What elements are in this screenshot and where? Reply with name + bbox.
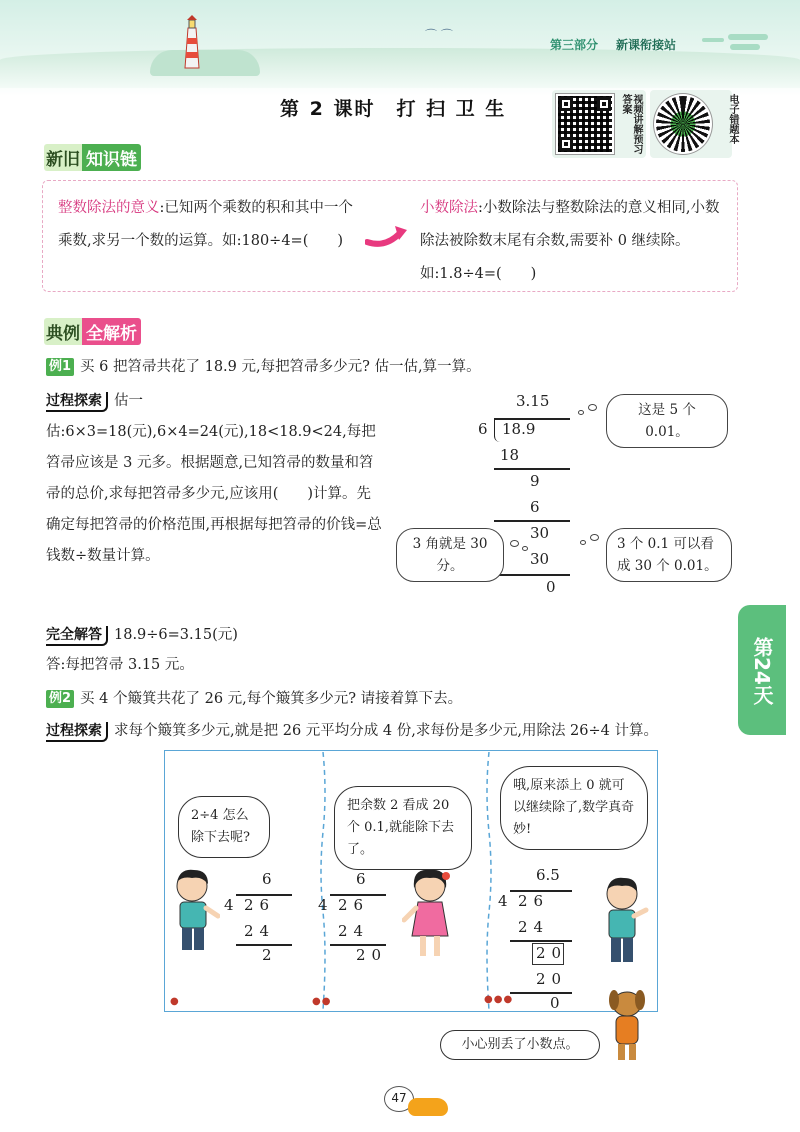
page-number: 47	[384, 1086, 414, 1112]
example1-tag: 例1	[46, 358, 74, 376]
division-row: 24	[244, 922, 276, 940]
example1-answer: 答:每把笤帚 3.15 元。	[46, 657, 194, 673]
division-row: 0	[546, 578, 556, 596]
example1-answer-calc: 18.9÷6=3.15(元)	[114, 627, 238, 643]
arrow-right-icon	[365, 222, 409, 250]
example2-process	[46, 716, 736, 747]
lesson-title: 第 2 课时 打 扫 卫 生	[280, 98, 507, 120]
submarine-icon	[408, 1098, 448, 1116]
panel1-dots: ●	[170, 996, 180, 1007]
boy-character-icon	[594, 874, 650, 970]
part-label: 第三部分	[550, 38, 599, 52]
example1-answer-calc-line	[46, 620, 746, 651]
division-row: 20	[536, 970, 568, 988]
division-line	[494, 520, 570, 522]
panel3-bubble: 哦,原来添上 0 就可以继续除了,数学真奇妙!	[500, 766, 648, 850]
division-row: 24	[338, 922, 370, 940]
knowledge-chain-badge	[44, 144, 141, 171]
division-row: 6	[530, 498, 540, 516]
header-hill	[0, 48, 800, 88]
divisor: 6	[478, 420, 488, 438]
division-bar	[236, 894, 292, 896]
division-line	[510, 992, 572, 994]
qr-code-icon[interactable]	[654, 94, 712, 154]
lighthouse-icon	[180, 14, 204, 70]
division-row: 20	[356, 946, 388, 964]
process-tag: 过程探索	[46, 392, 108, 412]
answer-tag: 完全解答	[46, 626, 108, 646]
dividend: 26	[518, 892, 550, 910]
example2-question-line	[46, 684, 736, 715]
quotient: 6	[356, 870, 366, 888]
division-row: 9	[530, 472, 540, 490]
quotient: 6.5	[536, 866, 560, 884]
knowledge-right	[420, 192, 730, 291]
day-label: 第24天	[750, 637, 774, 705]
bubble-five-hundredths: 这是 5 个 0.01。	[606, 394, 728, 448]
examples-badge	[44, 318, 141, 345]
panel2-bubble: 把余数 2 看成 20 个 0.1,就能除下去了。	[334, 786, 472, 870]
example1-question: 买 6 把笤帚共花了 18.9 元,每把笤帚多少元? 估一估,算一算。	[80, 359, 481, 375]
division-row: 24	[518, 918, 550, 936]
process-tag: 过程探索	[46, 722, 108, 742]
quotient: 6	[262, 870, 272, 888]
example2-tag: 例2	[46, 690, 74, 708]
bubble-tail	[510, 540, 519, 547]
division-bar	[330, 894, 386, 896]
division-bar	[510, 890, 572, 892]
qr-label-video: 视频讲解预习答案	[620, 94, 642, 154]
part-name: 新课衔接站	[616, 38, 677, 52]
decimal-division-text: :小数除法与整数除法的意义相同,小数除法被除数末尾有余数,需要补 0 继续除。如:1.8÷4=( )	[420, 200, 720, 282]
panel1-long-division	[222, 870, 302, 970]
division-row: 18	[500, 446, 520, 464]
panel-divider	[484, 752, 494, 1010]
example1-question-line	[46, 352, 746, 383]
division-row: 20	[536, 944, 568, 962]
panel2-long-division	[316, 870, 396, 970]
day-side-tab	[738, 605, 786, 735]
bubble-tail	[590, 534, 599, 541]
example1-process	[46, 386, 382, 572]
divisor: 4	[498, 892, 508, 910]
bubble-tail	[588, 404, 597, 411]
division-bar	[494, 418, 570, 420]
bubble-tail	[578, 410, 584, 415]
division-line	[494, 574, 570, 576]
division-line	[510, 940, 572, 942]
dividend: 26	[244, 896, 276, 914]
panel2-dots: ●●	[312, 996, 332, 1007]
badge-part1: 新旧	[44, 144, 82, 171]
corner-decoration	[700, 34, 770, 52]
bubble-three-jiao: 3 角就是 30 分。	[396, 528, 504, 582]
division-row: 0	[550, 994, 560, 1012]
badge-part1: 典例	[44, 318, 82, 345]
division-line	[236, 944, 292, 946]
qr-code-icon[interactable]	[556, 94, 614, 154]
dog-bubble: 小心别丢了小数点。	[440, 1030, 600, 1060]
knowledge-left	[58, 192, 358, 258]
term-decimal-division: 小数除法	[420, 200, 478, 216]
girl-character-icon	[402, 866, 458, 962]
division-row: 2	[262, 946, 272, 964]
boy-character-icon	[166, 866, 220, 956]
badge-part2: 全解析	[82, 318, 141, 345]
dog-mascot-icon	[602, 986, 652, 1066]
highlight-box	[532, 943, 564, 965]
divisor: 4	[318, 896, 328, 914]
example1-process-text: 估一估:6×3=18(元),6×4=24(元),18<18.9<24,每把笤帚应该是 3 元多。根据题意,已知笤帚的数量和笤帚的总价,求每把笤帚多少元,应该用( )计算。先确定每把笤帚的价格范围,再根据每把笤帚的价钱=总钱数÷数量计算。	[46, 393, 382, 564]
division-line	[494, 468, 570, 470]
term-integer-division: 整数除法的意义	[58, 200, 160, 216]
division-row: 30	[530, 524, 550, 542]
badge-part2: 知识链	[82, 144, 141, 171]
division-bracket	[494, 418, 500, 442]
divisor: 4	[224, 896, 234, 914]
division-row: 30	[530, 550, 550, 568]
header-band	[0, 0, 800, 96]
header-island	[150, 50, 260, 76]
birds-icon: ⌒ ⌒	[425, 28, 453, 42]
quotient: 3.15	[516, 392, 550, 410]
panel3-dots: ●●●	[484, 994, 514, 1005]
bubble-three-tenths: 3 个 0.1 可以看成 30 个 0.01。	[606, 528, 732, 582]
dividend: 26	[338, 896, 370, 914]
integer-division-text: :已知两个乘数的积和其中一个乘数,求另一个数的运算。如:180÷4=( )	[58, 200, 353, 249]
qr-label-error-book: 电子错题本	[727, 94, 738, 144]
example2-process-text: 求每个簸箕多少元,就是把 26 元平均分成 4 份,求每份是多少元,用除法 26÷4 计算。	[114, 723, 658, 739]
bubble-tail	[522, 546, 528, 551]
panel1-bubble: 2÷4 怎么除下去呢?	[178, 796, 270, 858]
division-line	[330, 944, 386, 946]
example2-question: 买 4 个簸箕共花了 26 元,每个簸箕多少元? 请接着算下去。	[80, 691, 463, 707]
dividend: 18.9	[502, 420, 536, 438]
bubble-tail	[580, 540, 586, 545]
